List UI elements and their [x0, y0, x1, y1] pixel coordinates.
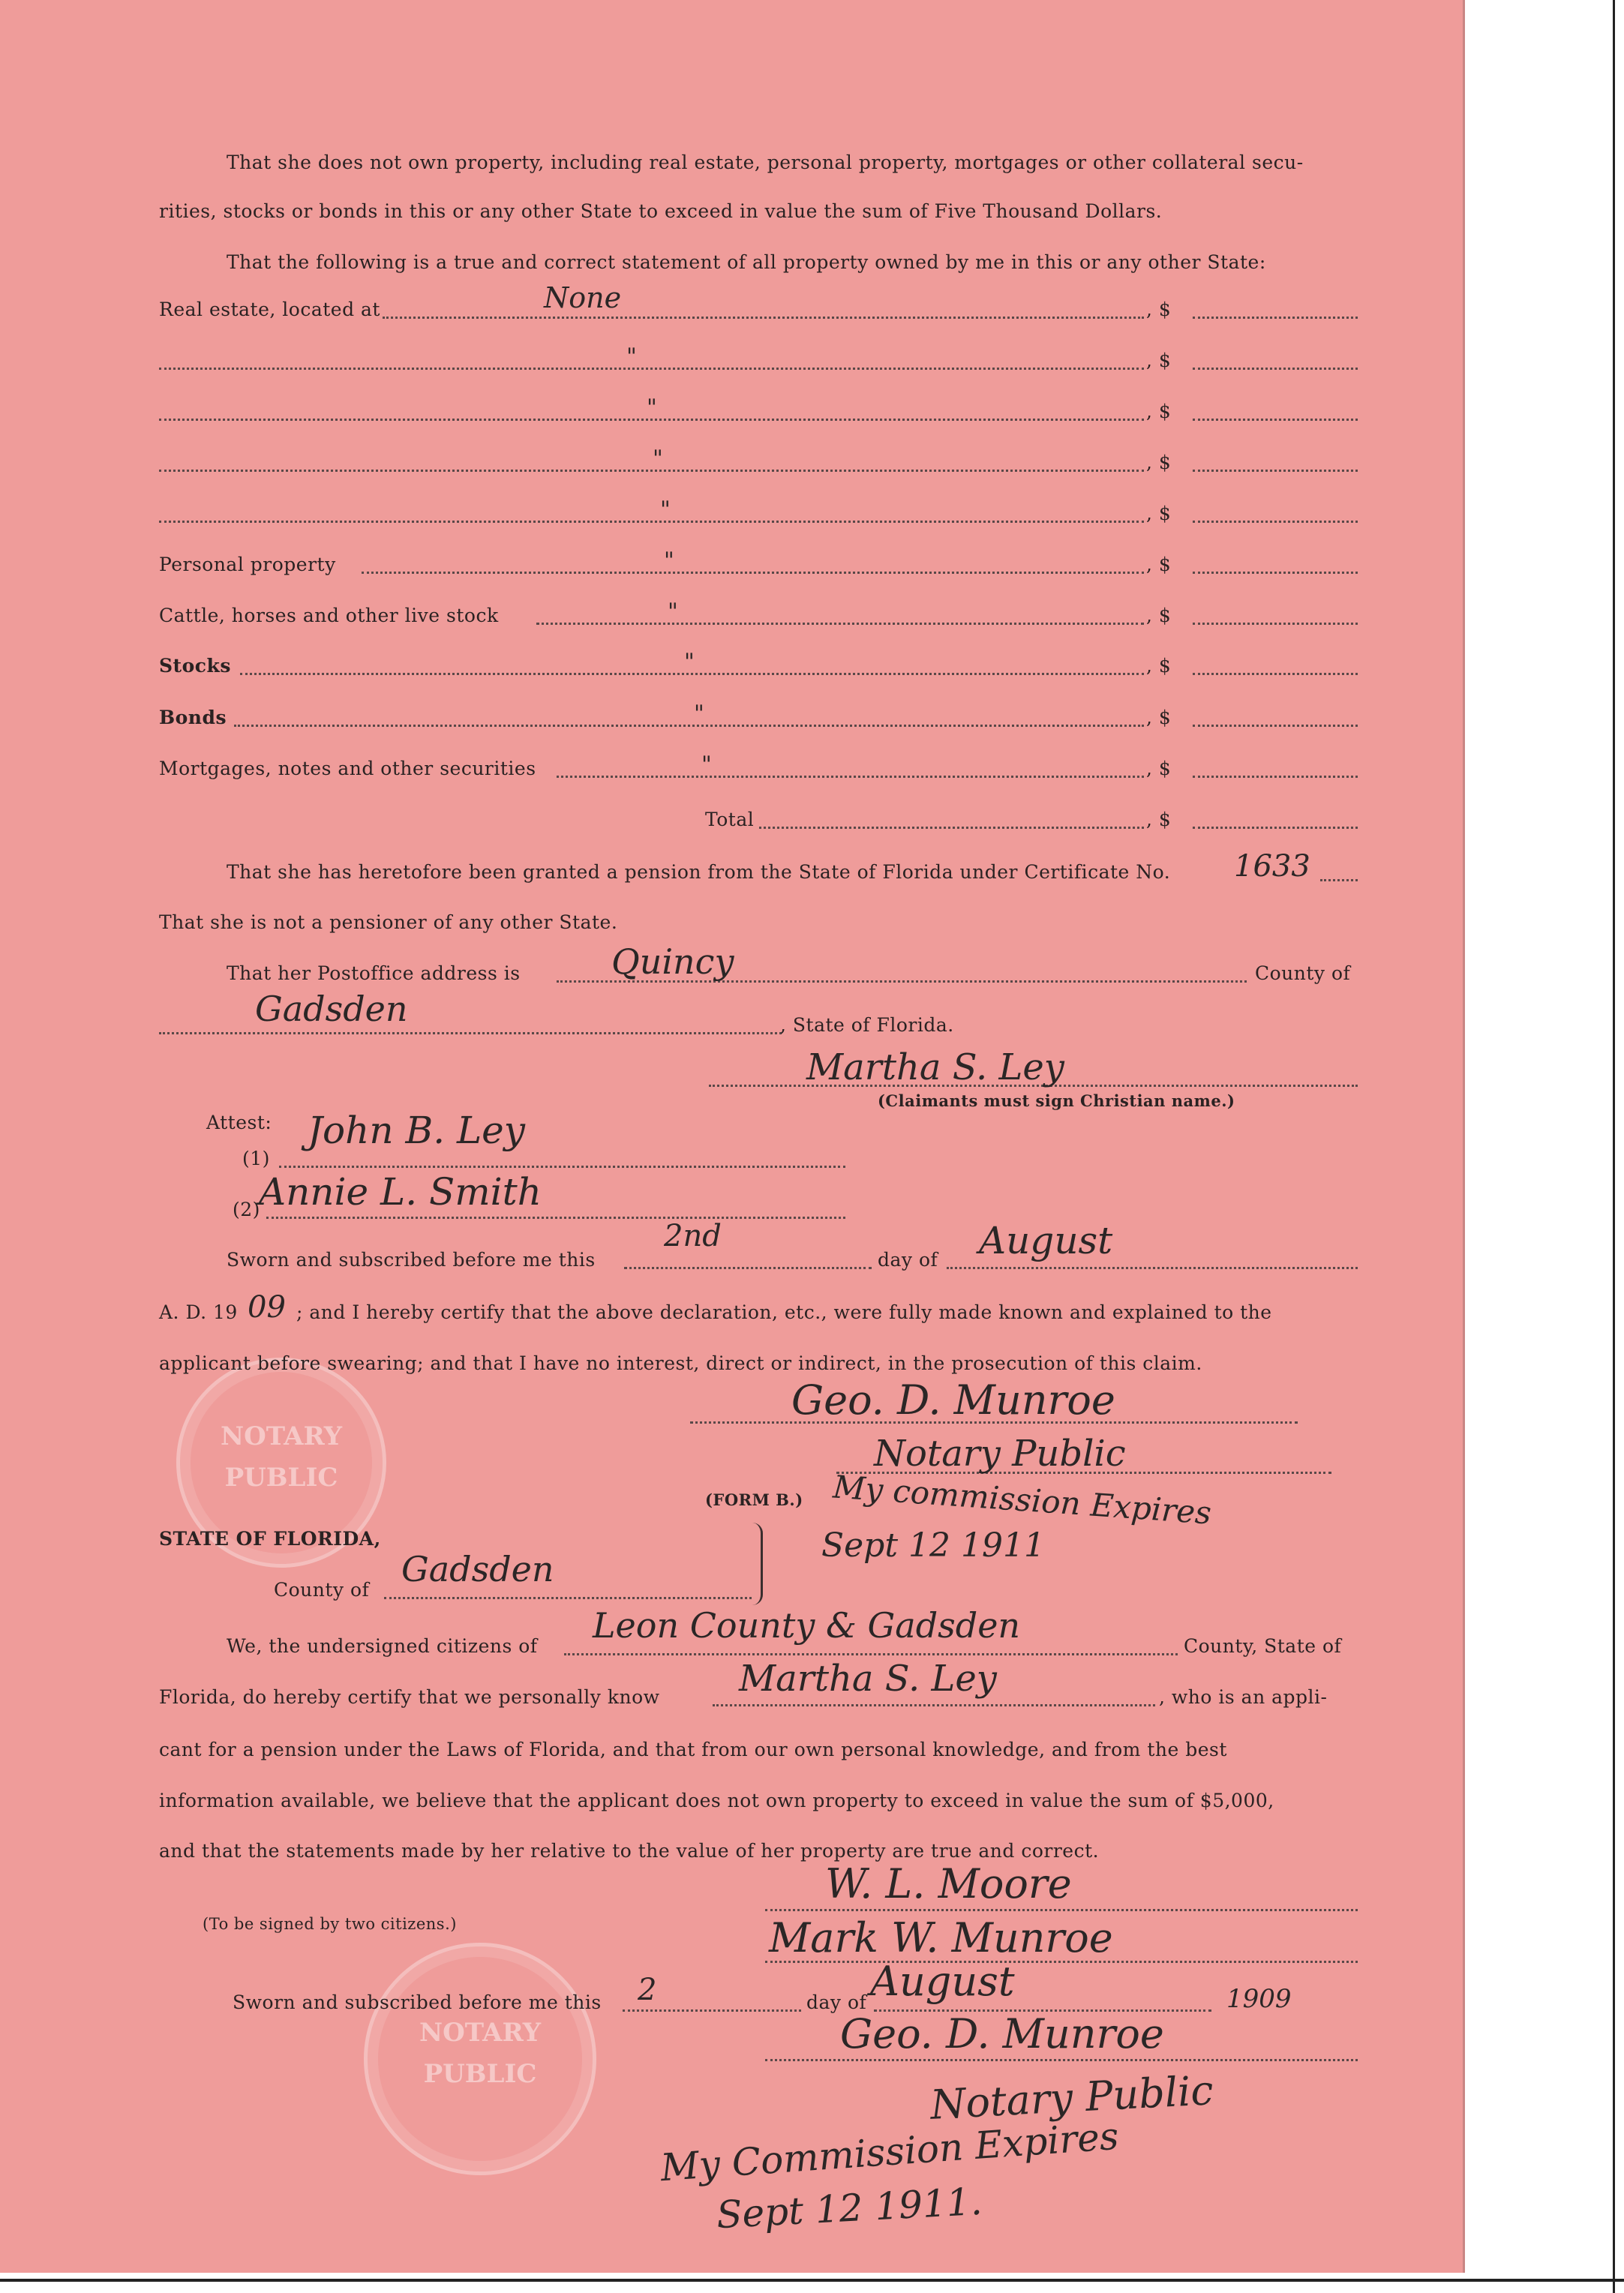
not-pensioner-line: That she is not a pensioner of any other State. — [159, 911, 618, 933]
sworn2-month: August — [870, 1958, 1015, 2005]
sworn2-year: 1909 — [1226, 1984, 1292, 2014]
notary2-signature-line — [765, 2059, 1358, 2061]
citizen-2-signature: Mark W. Munroe — [769, 1914, 1113, 1961]
bracket — [750, 1523, 763, 1605]
certificate-number: 1633 — [1234, 849, 1310, 884]
sworn-month-dots — [947, 1267, 1358, 1269]
leader-dots — [159, 368, 1144, 370]
notary2-signature: Geo. D. Munroe — [840, 2010, 1164, 2057]
notary-seal-lower: NOTARY PUBLIC — [364, 1943, 596, 2175]
attest-label: Attest: — [206, 1112, 272, 1133]
row-mortgages-label: Mortgages, notes and other securities — [159, 758, 536, 779]
two-citizens-note: (To be signed by two citizens.) — [203, 1915, 457, 1933]
citizen-1-signature: W. L. Moore — [825, 1860, 1072, 1907]
leader-dots — [159, 521, 1144, 523]
citizen-1-line — [765, 1909, 1358, 1911]
statements-line: and that the statements made by her relative to the value of her property are true and correct. — [159, 1840, 1100, 1862]
commission-expires: My commission Expires — [831, 1468, 1213, 1532]
sworn-day: 2nd — [664, 1219, 722, 1253]
ditto-mark: " — [647, 395, 657, 421]
ad-year: 09 — [248, 1290, 286, 1325]
ditto-mark: " — [664, 548, 674, 574]
dollar-sign: , $ — [1146, 503, 1172, 524]
certificate-dots — [1320, 879, 1358, 881]
florida-line-label: Florida, do hereby certify that we personally know — [159, 1686, 660, 1708]
paragraph-property-limit-line2: rities, stocks or bonds in this or any other State to exceed in value the sum of Five Thousand Dollars. — [159, 200, 1163, 222]
florida-dots — [713, 1704, 1155, 1706]
dollar-sign: , $ — [1146, 350, 1172, 371]
county-dots — [159, 1032, 782, 1034]
ditto-mark: " — [694, 701, 704, 727]
form-b-label: (FORM B.) — [705, 1490, 803, 1509]
florida-value: Martha S. Ley — [739, 1658, 997, 1700]
dollar-sign: , $ — [1146, 452, 1172, 473]
scan-bottom-line — [0, 2279, 1624, 2282]
sworn-month: August — [979, 1219, 1113, 1262]
postoffice-value: Quincy — [611, 941, 734, 982]
dollar-sign: , $ — [1146, 809, 1172, 830]
attest-1-line — [279, 1166, 845, 1168]
info-line: information available, we believe that the applicant does not own property to exceed in value the sum of $5,000, — [159, 1790, 1274, 1811]
amount-dots — [1193, 776, 1358, 778]
county-value: Gadsden — [255, 989, 408, 1029]
row-real-estate-label: Real estate, located at — [159, 299, 380, 320]
amount-dots — [1193, 470, 1358, 472]
notary-signature: Geo. D. Munroe — [791, 1376, 1115, 1424]
we-dots — [564, 1653, 1178, 1655]
dollar-sign: , $ — [1146, 401, 1172, 422]
cant-line: cant for a pension under the Laws of Florida, and that from our own personal knowledge, and from the best — [159, 1739, 1227, 1760]
leader-dots — [536, 623, 1144, 625]
bleedthrough-title — [900, 263, 921, 333]
sworn2-dayof: day of — [806, 1991, 867, 2013]
leader-dots — [159, 470, 1144, 472]
ditto-mark: " — [684, 649, 695, 675]
sworn2-label: Sworn and subscribed before me this — [233, 1991, 602, 2013]
we-label: We, the undersigned citizens of — [227, 1635, 538, 1657]
row-livestock-label: Cattle, horses and other live stock — [159, 605, 499, 626]
ad-prefix: A. D. 19 — [159, 1301, 238, 1323]
commission2-expires: My Commission Expires — [659, 2114, 1121, 2190]
scan-edge-line — [1613, 0, 1615, 2293]
applicant-line: applicant before swearing; and that I have no interest, direct or indirect, in the prosecution of this claim. — [159, 1352, 1202, 1374]
ditto-mark: " — [668, 599, 678, 625]
state-of-florida-label: , State of Florida. — [780, 1014, 954, 1036]
attest-1-signature: John B. Ley — [308, 1109, 526, 1152]
ditto-mark: " — [701, 752, 712, 778]
attest-2-signature: Annie L. Smith — [259, 1170, 542, 1214]
notary2-title: Notary Public — [929, 2066, 1214, 2129]
dollar-sign: , $ — [1146, 655, 1172, 677]
row-personal-property-label: Personal property — [159, 554, 336, 575]
amount-dots — [1193, 419, 1358, 421]
claimant-note: (Claimants must sign Christian name.) — [878, 1091, 1235, 1110]
county-b-dots — [384, 1597, 752, 1599]
amount-dots — [1193, 673, 1358, 675]
amount-dots — [1193, 827, 1358, 829]
attest-2-line — [266, 1217, 845, 1219]
paragraph-property-statement: That the following is a true and correct statement of all property owned by me in this or any other State: — [227, 251, 1266, 273]
amount-dots — [1193, 317, 1358, 319]
attest-1-number: (1) — [242, 1148, 270, 1169]
sworn2-day-dots — [623, 2009, 801, 2012]
county-of-label: County of — [1255, 962, 1351, 984]
amount-dots — [1193, 725, 1358, 727]
leader-dots — [383, 317, 1144, 319]
sworn-day-dots — [624, 1267, 872, 1269]
state-heading: STATE OF FLORIDA, — [159, 1528, 381, 1550]
florida-line-rest: , who is an appli- — [1159, 1686, 1328, 1708]
day-of-label: day of — [878, 1249, 938, 1271]
ditto-mark: " — [653, 446, 663, 472]
we-value: Leon County & Gadsden — [593, 1605, 1021, 1646]
dollar-sign: , $ — [1146, 554, 1172, 575]
dollar-sign: , $ — [1146, 758, 1172, 779]
leader-dots — [234, 725, 1144, 727]
county-b-value: Gadsden — [401, 1549, 554, 1589]
claimant-signature: Martha S. Ley — [806, 1046, 1064, 1088]
row-bonds-label: Bonds — [159, 707, 227, 728]
notary-title: Notary Public — [874, 1433, 1126, 1475]
row-total-label: Total — [705, 809, 755, 830]
pension-certificate-line: That she has heretofore been granted a pension from the State of Florida under Certificate No. — [227, 861, 1171, 883]
dollar-sign: , $ — [1146, 605, 1172, 626]
amount-dots — [1193, 368, 1358, 370]
postoffice-label: That her Postoffice address is — [227, 962, 521, 984]
attest-2-number: (2) — [233, 1199, 260, 1220]
paragraph-property-limit-line1: That she does not own property, including real estate, personal property, mortgages or other collateral secu- — [227, 152, 1304, 173]
commission2-date: Sept 12 1911. — [715, 2179, 983, 2237]
commission-date: Sept 12 1911 — [821, 1526, 1045, 1565]
row-stocks-label: Stocks — [159, 655, 231, 677]
leader-dots — [759, 827, 1144, 829]
leader-dots — [557, 776, 1144, 778]
amount-dots — [1193, 623, 1358, 625]
ditto-mark: " — [660, 497, 671, 523]
dollar-sign: , $ — [1146, 299, 1172, 320]
leader-dots — [362, 572, 1144, 574]
we-county-label: County, State of — [1184, 1635, 1342, 1657]
certify-line: ; and I hereby certify that the above declaration, etc., were fully made known and explained to the — [296, 1301, 1272, 1323]
county-b-label: County of — [274, 1579, 370, 1601]
amount-dots — [1193, 521, 1358, 523]
ditto-mark: " — [626, 344, 637, 370]
sworn-label: Sworn and subscribed before me this — [227, 1249, 596, 1271]
real-estate-value: None — [544, 281, 622, 314]
dollar-sign: , $ — [1146, 707, 1172, 728]
amount-dots — [1193, 572, 1358, 574]
sworn2-day: 2 — [638, 1973, 657, 2007]
notary-seal-upper: NOTARY PUBLIC — [176, 1358, 386, 1568]
